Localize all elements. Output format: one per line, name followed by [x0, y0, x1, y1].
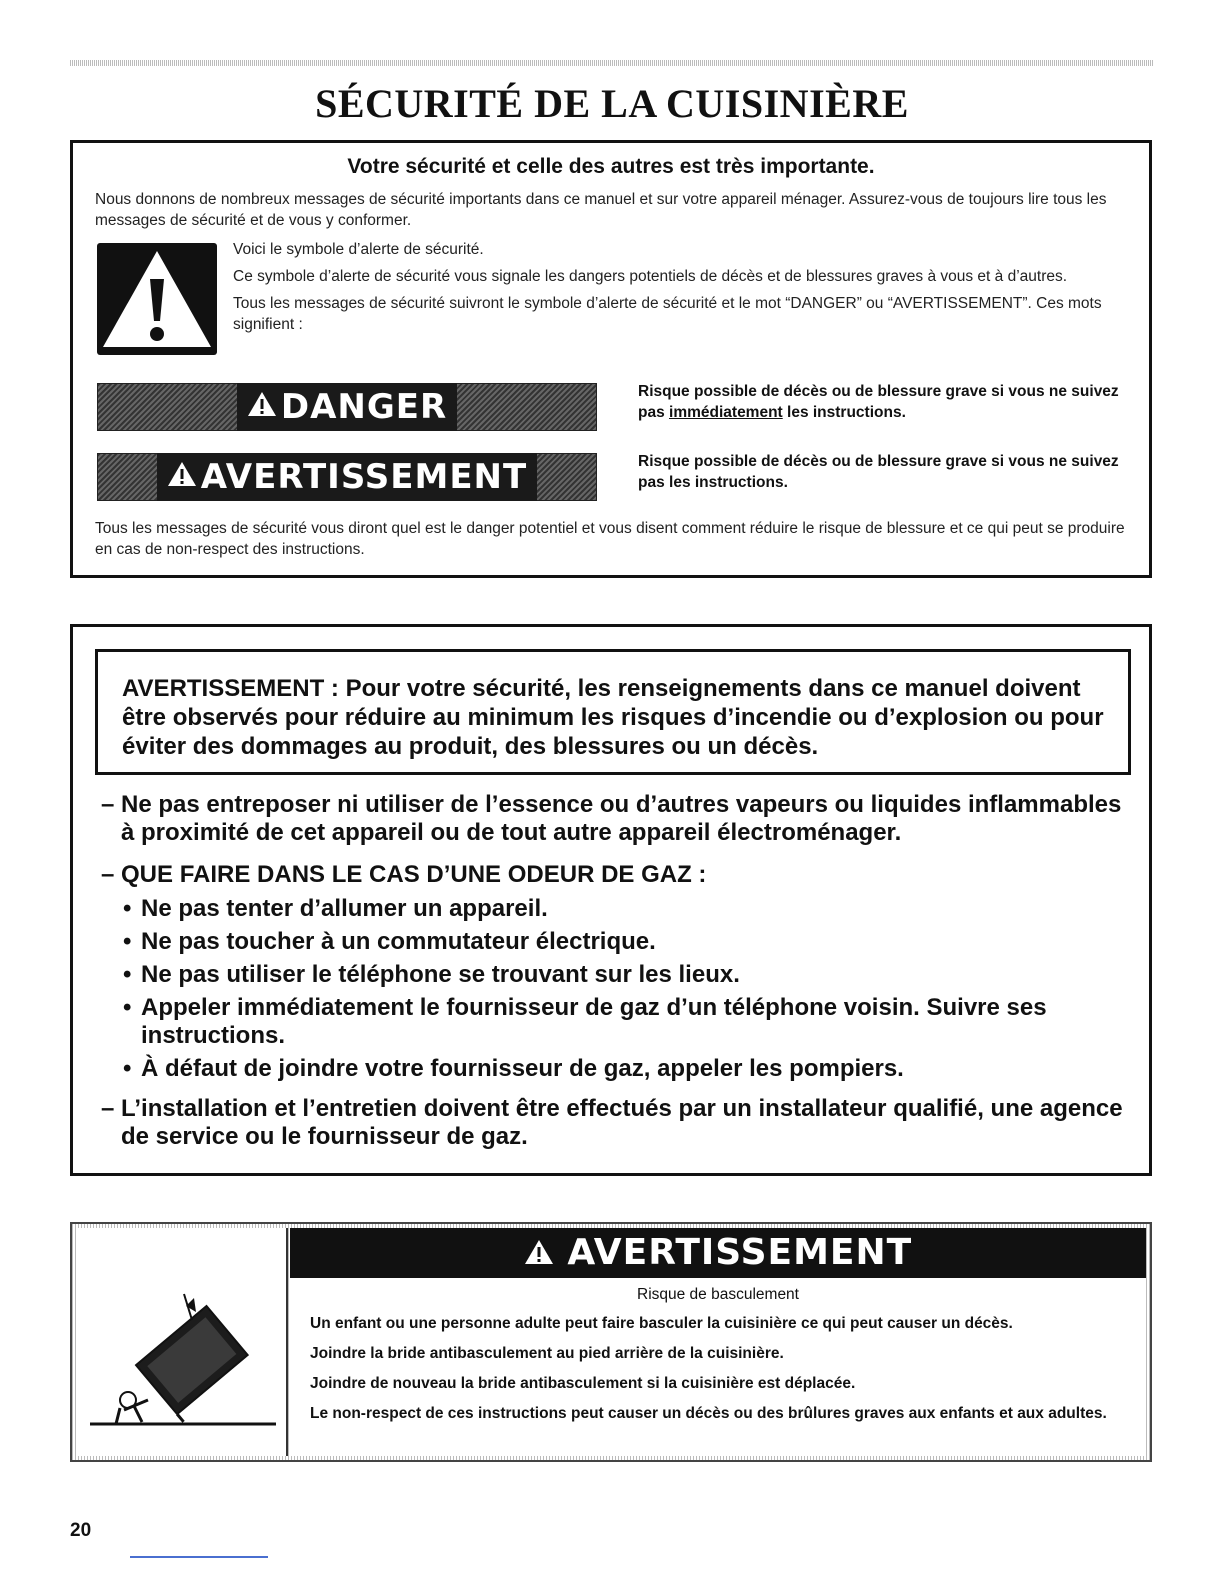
bullet-item	[101, 928, 1131, 956]
warning-triangle-icon	[167, 457, 197, 497]
danger-definition-text: Risque possible de décès ou de blessure grave si vous ne suivez pas	[638, 383, 1119, 421]
safety-outro: Tous les messages de sécurité vous diront quel est le danger potentiel et vous disent comment réduire le risque de blessure et ce qui peut se produire en cas de non-respect des instructions.	[95, 520, 1125, 558]
tip-over-warning-box	[70, 1222, 1152, 1462]
instruction-item: – Ne pas entreposer ni utiliser de l’essence ou d’autres vapeurs ou liquides inflammables à proximité de cet appareil ou de tout autre appareil électroménager.	[101, 791, 1122, 846]
avertissement-banner	[97, 453, 597, 501]
instruction-item: – L’installation et l’entretien doivent être effectués par un installateur qualifié, une agence de service ou le fournisseur de gaz.	[101, 1095, 1123, 1150]
tip-over-content	[290, 1228, 1146, 1456]
bullet-text: Ne pas tenter d’allumer un appareil.	[141, 895, 548, 922]
tip-avertissement-header	[290, 1228, 1146, 1278]
gas-safety-box	[70, 624, 1152, 1176]
tip-line: Un enfant ou une personne adulte peut faire basculer la cuisinière ce qui peut causer un décès.	[310, 1315, 1013, 1332]
alert-line: Tous les messages de sécurité suivront le symbole d’alerte de sécurité et le mot “DANGER” ou “AVERTISSEMENT”. Ces mots signifient :	[233, 295, 1102, 333]
danger-banner	[97, 383, 597, 431]
warning-triangle-icon	[524, 1232, 568, 1273]
warning-triangle-icon	[247, 387, 277, 427]
gas-instructions	[101, 791, 1131, 1165]
tip-over-illustration	[76, 1228, 288, 1456]
safety-heading: Votre sécurité et celle des autres est très importante.	[347, 155, 875, 178]
safety-intro: Nous donnons de nombreux messages de sécurité importants dans ce manuel et sur votre appareil ménager. Assurez-vous de toujours lire tous les messages de sécurité et de vous y conformer.	[95, 191, 1107, 229]
tip-instructions	[310, 1314, 1130, 1434]
danger-definition-text: les instructions.	[782, 404, 906, 421]
danger-definition	[638, 381, 1138, 423]
bullet-icon: •	[123, 895, 132, 922]
bullet-text: Ne pas toucher à un commutateur électrique.	[141, 928, 656, 955]
instruction-item: – QUE FAIRE DANS LE CAS D’UNE ODEUR DE GAZ :	[101, 861, 707, 888]
avertissement-definition: Risque possible de décès ou de blessure grave si vous ne suivez pas les instructions.	[638, 453, 1119, 491]
alert-line: Voici le symbole d’alerte de sécurité.	[233, 241, 484, 258]
tip-line: Le non-respect de ces instructions peut causer un décès ou des brûlures graves aux enfants et aux adultes.	[310, 1405, 1107, 1422]
bullet-icon: •	[123, 961, 132, 988]
top-divider	[70, 60, 1154, 66]
tip-line: Joindre la bride antibasculement au pied arrière de la cuisinière.	[310, 1345, 784, 1362]
danger-label: DANGER	[280, 387, 448, 427]
bullet-icon: •	[123, 1055, 132, 1082]
page-title: SÉCURITÉ DE LA CUISINIÈRE	[315, 81, 909, 126]
bullet-item	[101, 895, 1131, 923]
bullet-icon: •	[123, 994, 132, 1021]
page-number: 20	[70, 1520, 92, 1541]
gas-warning-statement: AVERTISSEMENT : Pour votre sécurité, les renseignements dans ce manuel doivent être observés pour réduire au minimum les risques d’incendie ou d’explosion ou pour éviter des dommages au produit, des blessures ou un décès.	[95, 649, 1131, 775]
alert-explanation	[233, 239, 1123, 341]
bullet-text: Ne pas utiliser le téléphone se trouvant sur les lieux.	[141, 961, 740, 988]
gas-odor-steps	[101, 895, 1131, 1083]
footer-link-line	[130, 1556, 268, 1558]
safety-info-box	[70, 140, 1152, 578]
alert-line: Ce symbole d’alerte de sécurité vous signale les dangers potentiels de décès et de blessures graves à vous et à d’autres.	[233, 268, 1068, 285]
danger-definition-emphasis: immédiatement	[669, 404, 783, 421]
avertissement-label: AVERTISSEMENT	[200, 457, 528, 497]
bullet-text: Appeler immédiatement le fournisseur de gaz d’un téléphone voisin. Suivre ses instructions.	[141, 994, 1047, 1049]
bullet-icon: •	[123, 928, 132, 955]
bullet-item	[101, 961, 1131, 989]
tip-header-label: AVERTISSEMENT	[567, 1232, 913, 1273]
bullet-text: À défaut de joindre votre fournisseur de gaz, appeler les pompiers.	[141, 1055, 904, 1082]
safety-alert-icon	[97, 243, 217, 355]
tip-title: Risque de basculement	[637, 1286, 799, 1303]
bullet-item	[101, 994, 1131, 1050]
bullet-item	[101, 1055, 1131, 1083]
tip-line: Joindre de nouveau la bride antibasculement si la cuisinière est déplacée.	[310, 1375, 856, 1392]
